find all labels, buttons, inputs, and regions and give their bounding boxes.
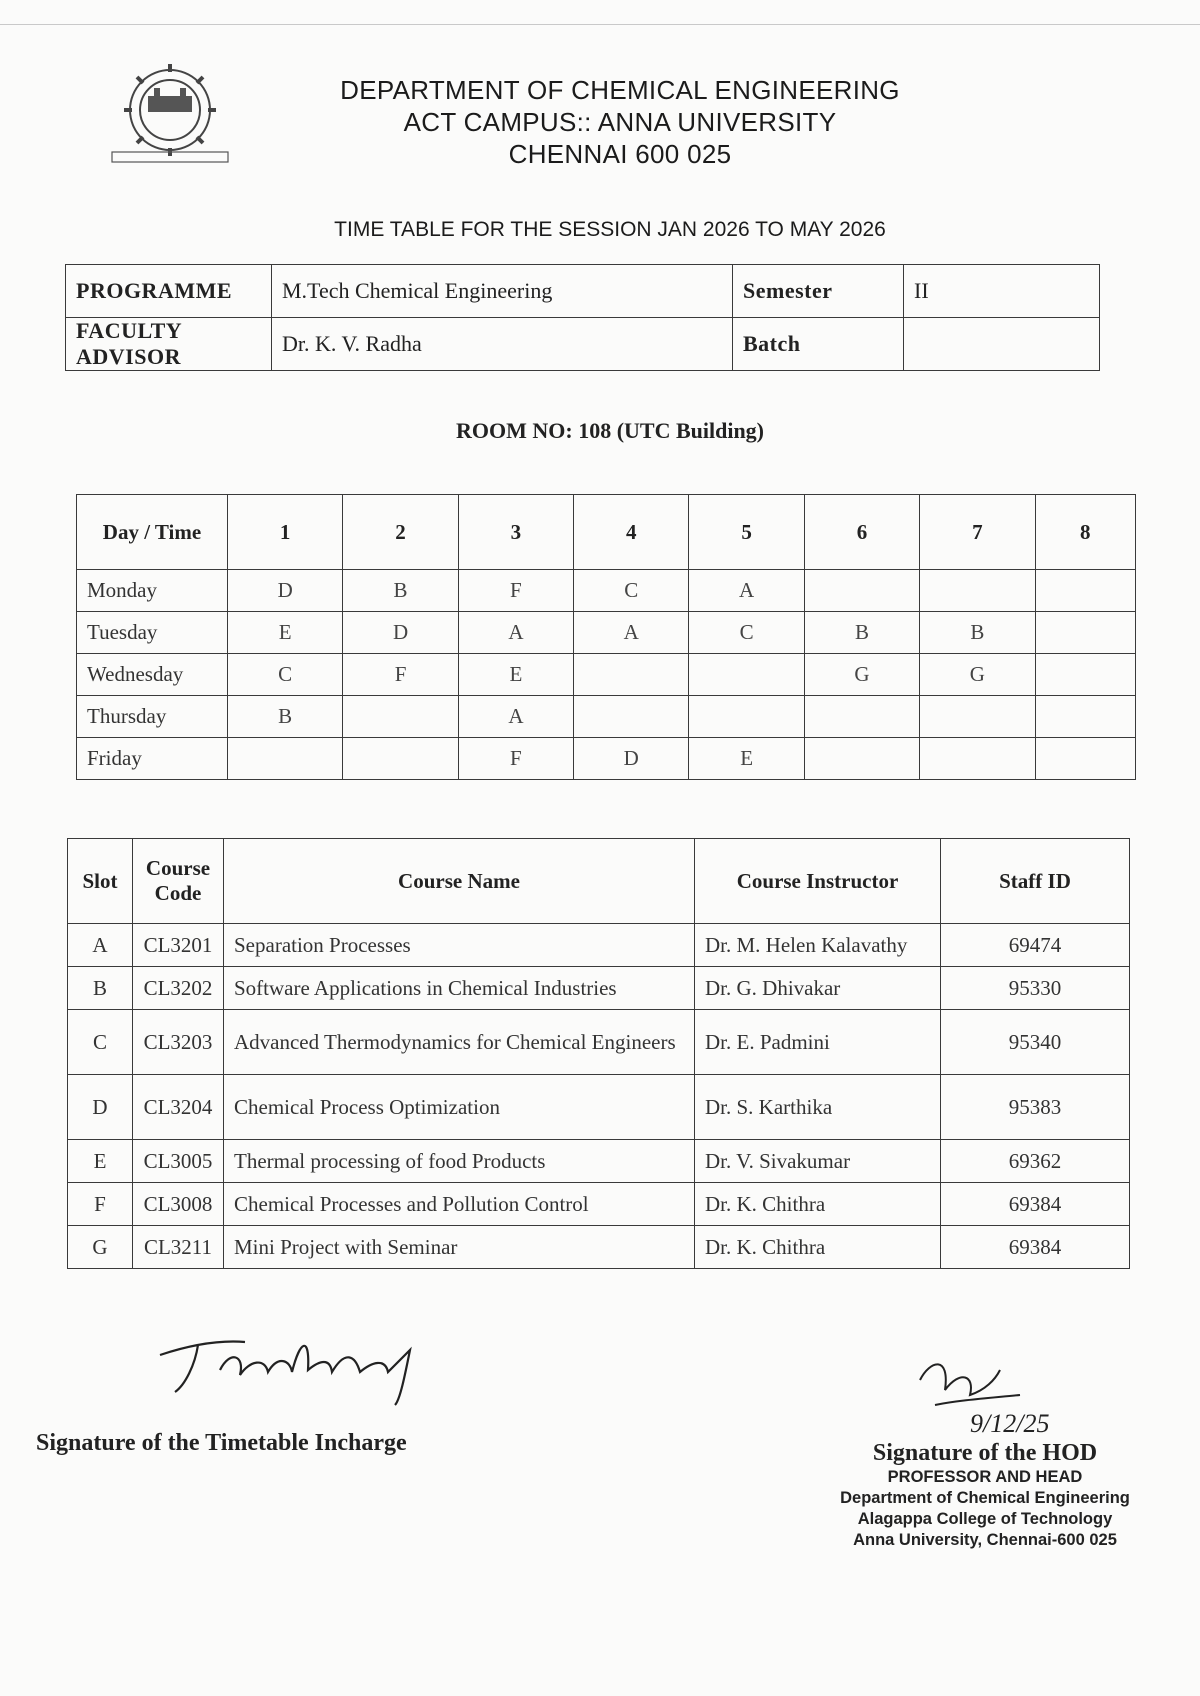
course-code-cell: CL3203 — [133, 1010, 224, 1075]
timetable-slot-cell: G — [804, 654, 919, 696]
top-rule — [0, 24, 1200, 25]
period-header: 2 — [343, 495, 458, 570]
semester-label: Semester — [733, 265, 904, 318]
period-header: 6 — [804, 495, 919, 570]
course-code-header: Course Code — [133, 839, 224, 924]
timetable-slot-cell — [689, 696, 804, 738]
city-title: CHENNAI 600 025 — [508, 139, 732, 169]
programme-label: PROGRAMME — [66, 265, 272, 318]
timetable-slot-cell — [1035, 612, 1135, 654]
period-header: 8 — [1035, 495, 1135, 570]
timetable-row-wednesday — [77, 654, 1136, 696]
programme-info-table — [65, 264, 1100, 371]
course-name-cell: Thermal processing of food Products — [224, 1140, 695, 1183]
weekly-timetable — [76, 494, 1136, 780]
course-row — [68, 1010, 1130, 1075]
day-label: Wednesday — [77, 654, 228, 696]
course-instructor-cell: Dr. G. Dhivakar — [695, 967, 941, 1010]
course-instructor-cell: Dr. K. Chithra — [695, 1183, 941, 1226]
programme-value: M.Tech Chemical Engineering — [272, 265, 733, 318]
timetable-slot-cell: E — [458, 654, 573, 696]
slot-cell: C — [68, 1010, 133, 1075]
day-label: Thursday — [77, 696, 228, 738]
course-details-table — [67, 838, 1130, 1269]
slot-cell: A — [68, 924, 133, 967]
course-row — [68, 1075, 1130, 1140]
course-code-cell: CL3005 — [133, 1140, 224, 1183]
timetable-slot-cell: F — [458, 738, 573, 780]
course-instructor-cell: Dr. M. Helen Kalavathy — [695, 924, 941, 967]
faculty-advisor-value: Dr. K. V. Radha — [272, 318, 733, 371]
timetable-slot-cell — [574, 654, 689, 696]
staff-id-cell: 95383 — [941, 1075, 1130, 1140]
staff-id-cell: 95330 — [941, 967, 1130, 1010]
timetable-slot-cell — [804, 570, 919, 612]
timetable-slot-cell: B — [228, 696, 343, 738]
batch-value — [904, 318, 1100, 371]
course-code-cell: CL3204 — [133, 1075, 224, 1140]
hod-stamp — [820, 1467, 1150, 1551]
timetable-row-tuesday — [77, 612, 1136, 654]
faculty-advisor-label: FACULTY ADVISOR — [66, 318, 272, 371]
timetable-slot-cell — [343, 696, 458, 738]
timetable-slot-cell — [1035, 654, 1135, 696]
room-number — [330, 418, 890, 444]
course-name-cell: Advanced Thermodynamics for Chemical Engineers — [224, 1010, 695, 1075]
timetable-slot-cell: A — [458, 696, 573, 738]
timetable-slot-cell: D — [343, 612, 458, 654]
timetable-incharge-label: Signature of the Timetable Incharge — [36, 1430, 407, 1456]
timetable-slot-cell: B — [343, 570, 458, 612]
stamp-line: Alagappa College of Technology — [857, 1510, 1113, 1528]
day-label: Friday — [77, 738, 228, 780]
timetable-slot-cell: E — [689, 738, 804, 780]
period-header: 3 — [458, 495, 573, 570]
course-name-cell: Chemical Process Optimization — [224, 1075, 695, 1140]
staff-id-cell: 95340 — [941, 1010, 1130, 1075]
slot-cell: F — [68, 1183, 133, 1226]
staff-id-cell: 69362 — [941, 1140, 1130, 1183]
course-row — [68, 967, 1130, 1010]
timetable-slot-cell: A — [689, 570, 804, 612]
hod-signature-date: 9/12/25 — [970, 1409, 1050, 1438]
timetable-slot-cell: D — [228, 570, 343, 612]
timetable-slot-cell — [804, 738, 919, 780]
course-row — [68, 924, 1130, 967]
room-label: ROOM NO: — [455, 418, 573, 443]
timetable-slot-cell — [1035, 696, 1135, 738]
slot-header: Slot — [68, 839, 133, 924]
period-header: 4 — [574, 495, 689, 570]
staff-id-header: Staff ID — [941, 839, 1130, 924]
batch-label: Batch — [733, 318, 904, 371]
course-instructor-cell: Dr. S. Karthika — [695, 1075, 941, 1140]
timetable-slot-cell — [920, 738, 1035, 780]
slot-cell: G — [68, 1226, 133, 1269]
slot-cell: D — [68, 1075, 133, 1140]
stamp-line: Anna University, Chennai-600 025 — [853, 1531, 1117, 1549]
course-code-cell: CL3211 — [133, 1226, 224, 1269]
course-code-cell: CL3008 — [133, 1183, 224, 1226]
course-instructor-cell: Dr. K. Chithra — [695, 1226, 941, 1269]
timetable-corner: Day / Time — [77, 495, 228, 570]
course-row — [68, 1183, 1130, 1226]
timetable-slot-cell: C — [574, 570, 689, 612]
timetable-slot-cell: E — [228, 612, 343, 654]
hod-signature — [900, 1350, 1080, 1440]
period-header: 5 — [689, 495, 804, 570]
staff-id-cell: 69384 — [941, 1183, 1130, 1226]
timetable-slot-cell — [920, 696, 1035, 738]
course-name-cell: Mini Project with Seminar — [224, 1226, 695, 1269]
hod-signature-block — [820, 1440, 1150, 1551]
room-value: 108 (UTC Building) — [578, 418, 765, 443]
timetable-slot-cell — [228, 738, 343, 780]
course-name-cell: Software Applications in Chemical Industries — [224, 967, 695, 1010]
course-row — [68, 1226, 1130, 1269]
timetable-incharge-signature — [150, 1320, 450, 1410]
timetable-slot-cell: F — [343, 654, 458, 696]
course-name-cell: Separation Processes — [224, 924, 695, 967]
document-header — [300, 74, 940, 170]
timetable-slot-cell — [1035, 570, 1135, 612]
timetable-slot-cell — [920, 570, 1035, 612]
campus-title: ACT CAMPUS:: ANNA UNIVERSITY — [403, 107, 837, 137]
timetable-slot-cell — [574, 696, 689, 738]
stamp-line: PROFESSOR AND HEAD — [887, 1468, 1083, 1486]
course-name-header: Course Name — [224, 839, 695, 924]
university-emblem-icon — [110, 60, 230, 170]
timetable-slot-cell: G — [920, 654, 1035, 696]
period-header: 1 — [228, 495, 343, 570]
department-title: DEPARTMENT OF CHEMICAL ENGINEERING — [340, 75, 900, 105]
semester-value: II — [904, 265, 1100, 318]
timetable-slot-cell: C — [228, 654, 343, 696]
course-code-cell: CL3201 — [133, 924, 224, 967]
slot-cell: E — [68, 1140, 133, 1183]
slot-cell: B — [68, 967, 133, 1010]
stamp-line: Department of Chemical Engineering — [840, 1489, 1130, 1507]
timetable-slot-cell — [1035, 738, 1135, 780]
staff-id-cell: 69384 — [941, 1226, 1130, 1269]
course-header-row — [68, 839, 1130, 924]
timetable-slot-cell: A — [574, 612, 689, 654]
course-row — [68, 1140, 1130, 1183]
staff-id-cell: 69474 — [941, 924, 1130, 967]
timetable-slot-cell: D — [574, 738, 689, 780]
timetable-slot-cell — [804, 696, 919, 738]
course-instructor-cell: Dr. E. Padmini — [695, 1010, 941, 1075]
session-title: TIME TABLE FOR THE SESSION JAN 2026 TO MAY 2026 — [334, 218, 886, 241]
day-label: Tuesday — [77, 612, 228, 654]
timetable-row-monday — [77, 570, 1136, 612]
course-instructor-header: Course Instructor — [695, 839, 941, 924]
timetable-slot-cell — [689, 654, 804, 696]
timetable-slot-cell — [343, 738, 458, 780]
timetable-slot-cell: A — [458, 612, 573, 654]
timetable-header-row — [77, 495, 1136, 570]
hod-signature-label: Signature of the HOD — [872, 1440, 1098, 1466]
timetable-slot-cell: F — [458, 570, 573, 612]
timetable-slot-cell: C — [689, 612, 804, 654]
timetable-slot-cell: B — [920, 612, 1035, 654]
timetable-row-thursday — [77, 696, 1136, 738]
course-code-cell: CL3202 — [133, 967, 224, 1010]
course-name-cell: Chemical Processes and Pollution Control — [224, 1183, 695, 1226]
period-header: 7 — [920, 495, 1035, 570]
timetable-row-friday — [77, 738, 1136, 780]
course-instructor-cell: Dr. V. Sivakumar — [695, 1140, 941, 1183]
timetable-slot-cell: B — [804, 612, 919, 654]
day-label: Monday — [77, 570, 228, 612]
